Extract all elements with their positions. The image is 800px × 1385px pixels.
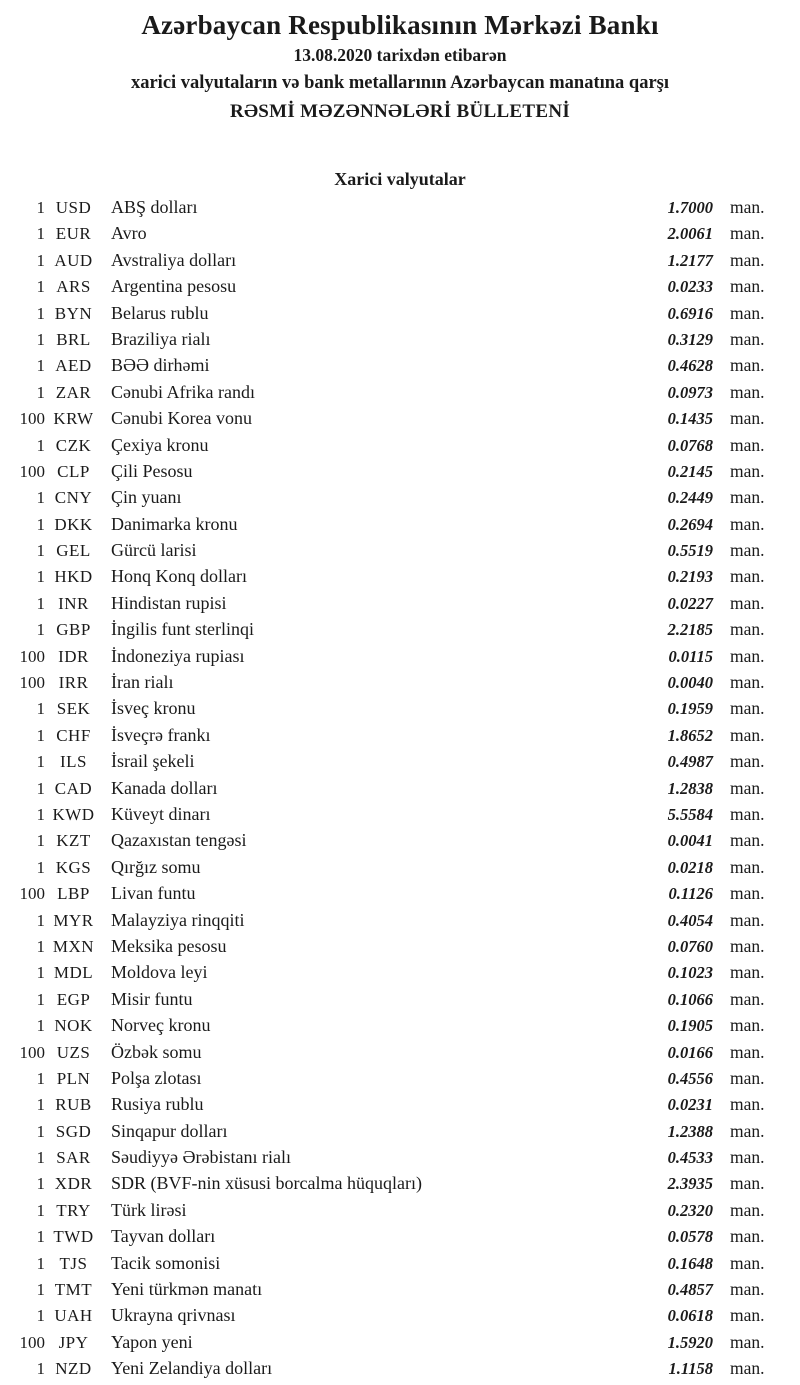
rate-row <box>0 408 800 434</box>
rate-value-cell: 0.1648 <box>667 1253 713 1273</box>
rate-row <box>0 540 800 566</box>
currency-name-cell: Küveyt dinarı <box>111 803 211 824</box>
rate-row <box>0 487 800 513</box>
rate-row <box>0 910 800 936</box>
quantity-cell: 1 <box>36 804 45 824</box>
rate-row <box>0 382 800 408</box>
unit-label-cell: man. <box>730 645 765 666</box>
currency-code-cell: JPY <box>58 1332 89 1352</box>
rate-value-cell: 0.2320 <box>667 1200 713 1220</box>
unit-label-cell: man. <box>730 909 765 930</box>
rate-row <box>0 725 800 751</box>
rate-value-cell: 1.1158 <box>668 1359 713 1379</box>
unit-label-cell: man. <box>730 698 765 719</box>
quantity-cell: 1 <box>36 1253 45 1273</box>
quantity-cell: 1 <box>36 1148 45 1168</box>
quantity-cell: 1 <box>36 435 45 455</box>
currency-name-cell: Çexiya kronu <box>111 434 209 455</box>
currency-code-cell: IRR <box>58 673 89 693</box>
rate-row <box>0 593 800 619</box>
unit-label-cell: man. <box>730 355 765 376</box>
unit-label-cell: man. <box>730 1147 765 1168</box>
quantity-cell: 1 <box>36 1200 45 1220</box>
rate-row <box>0 197 800 223</box>
quantity-cell: 1 <box>36 620 45 640</box>
quantity-cell: 1 <box>36 857 45 877</box>
unit-label-cell: man. <box>730 672 765 693</box>
rate-row <box>0 751 800 777</box>
rate-row <box>0 566 800 592</box>
currency-name-cell: İran rialı <box>111 672 174 693</box>
rate-row <box>0 1305 800 1331</box>
rate-value-cell: 0.0618 <box>667 1306 713 1326</box>
quantity-cell: 1 <box>36 963 45 983</box>
currency-code-cell: HKD <box>54 567 93 587</box>
quantity-cell: 1 <box>36 382 45 402</box>
unit-label-cell: man. <box>730 197 765 217</box>
unit-label-cell: man. <box>730 381 765 402</box>
quantity-cell: 1 <box>36 1174 45 1194</box>
currency-name-cell: BƏƏ dirhəmi <box>111 355 210 376</box>
currency-code-cell: TJS <box>59 1253 88 1273</box>
rate-value-cell: 0.0233 <box>667 277 713 297</box>
currency-name-cell: İsveç kronu <box>111 698 196 719</box>
rate-value-cell: 0.4628 <box>667 356 713 376</box>
currency-code-cell: KZT <box>56 831 91 851</box>
currency-name-cell: İndoneziya rupiası <box>111 645 245 666</box>
quantity-cell: 1 <box>36 277 45 297</box>
rate-value-cell: 0.1435 <box>667 409 713 429</box>
rate-row <box>0 646 800 672</box>
unit-label-cell: man. <box>730 566 765 587</box>
currency-name-cell: Tacik somonisi <box>111 1252 221 1273</box>
quantity-cell: 1 <box>36 1016 45 1036</box>
rate-value-cell: 0.0115 <box>668 646 713 666</box>
quantity-cell: 1 <box>36 778 45 798</box>
currency-name-cell: Türk lirəsi <box>111 1199 187 1220</box>
currency-name-cell: Danimarka kronu <box>111 513 238 534</box>
currency-name-cell: Yeni türkmən manatı <box>111 1279 263 1300</box>
unit-label-cell: man. <box>730 1331 765 1352</box>
rate-row <box>0 276 800 302</box>
unit-label-cell: man. <box>730 487 765 508</box>
rate-value-cell: 0.0760 <box>667 936 713 956</box>
currency-code-cell: ARS <box>56 277 91 297</box>
currency-name-cell: Misir funtu <box>111 988 193 1009</box>
quantity-cell: 100 <box>19 1332 45 1352</box>
currency-code-cell: KWD <box>52 804 95 824</box>
unit-label-cell: man. <box>730 1358 765 1379</box>
quantity-cell: 100 <box>19 646 45 666</box>
currency-name-cell: Cənubi Korea vonu <box>111 408 252 429</box>
currency-code-cell: UAH <box>54 1306 93 1326</box>
quantity-cell: 100 <box>19 409 45 429</box>
currency-code-cell: UZS <box>56 1042 91 1062</box>
quantity-cell: 1 <box>36 224 45 244</box>
currency-name-cell: Gürcü larisi <box>111 540 197 561</box>
rate-value-cell: 1.7000 <box>667 198 713 217</box>
currency-name-cell: Malayziya rinqqiti <box>111 909 245 930</box>
currency-name-cell: Yeni Zelandiya dolları <box>111 1358 273 1379</box>
unit-label-cell: man. <box>730 1120 765 1141</box>
currency-name-cell: Özbək somu <box>111 1041 202 1062</box>
page-title: Azərbaycan Respublikasının Mərkəzi Bankı <box>141 10 659 40</box>
quantity-cell: 100 <box>19 884 45 904</box>
quantity-cell: 1 <box>36 593 45 613</box>
rates-table <box>0 197 800 1385</box>
rate-value-cell: 0.4054 <box>667 910 713 930</box>
unit-label-cell: man. <box>730 1173 765 1194</box>
currency-name-cell: Avstraliya dolları <box>111 249 237 270</box>
unit-label-cell: man. <box>730 883 765 904</box>
rate-value-cell: 0.4857 <box>667 1280 713 1300</box>
rate-value-cell: 0.2193 <box>667 567 713 587</box>
rate-row <box>0 1358 800 1384</box>
unit-label-cell: man. <box>730 1199 765 1220</box>
rate-value-cell: 0.0041 <box>667 831 713 851</box>
currency-name-cell: Sinqapur dolları <box>111 1120 228 1141</box>
currency-name-cell: Avro <box>111 223 147 244</box>
quantity-cell: 100 <box>19 673 45 693</box>
quantity-cell: 1 <box>36 1068 45 1088</box>
unit-label-cell: man. <box>730 751 765 772</box>
rate-row <box>0 1226 800 1252</box>
currency-code-cell: PLN <box>56 1068 91 1088</box>
rate-value-cell: 0.0231 <box>667 1095 713 1115</box>
rate-row <box>0 830 800 856</box>
unit-label-cell: man. <box>730 328 765 349</box>
quantity-cell: 1 <box>36 488 45 508</box>
rate-value-cell: 0.3129 <box>667 329 713 349</box>
unit-label-cell: man. <box>730 724 765 745</box>
currency-name-cell: Çili Pesosu <box>111 460 193 481</box>
rate-row <box>0 303 800 329</box>
rate-value-cell: 0.1126 <box>668 884 713 904</box>
quantity-cell: 1 <box>36 198 45 217</box>
rate-value-cell: 0.0218 <box>667 857 713 877</box>
rate-value-cell: 0.6916 <box>667 303 713 323</box>
currency-code-cell: MXN <box>52 936 95 956</box>
rate-value-cell: 0.4533 <box>667 1148 713 1168</box>
quantity-cell: 1 <box>36 1121 45 1141</box>
rate-row <box>0 989 800 1015</box>
quantity-cell: 1 <box>36 1227 45 1247</box>
quantity-cell: 1 <box>36 303 45 323</box>
unit-label-cell: man. <box>730 513 765 534</box>
quantity-cell: 1 <box>36 1359 45 1379</box>
quantity-cell: 1 <box>36 356 45 376</box>
unit-label-cell: man. <box>730 408 765 429</box>
currency-code-cell: XDR <box>54 1174 93 1194</box>
rate-row <box>0 250 800 276</box>
currency-name-cell: Qırğız somu <box>111 856 201 877</box>
unit-label-cell: man. <box>730 935 765 956</box>
rate-row <box>0 619 800 645</box>
rate-value-cell: 2.2185 <box>667 620 713 640</box>
rate-value-cell: 0.2449 <box>667 488 713 508</box>
currency-code-cell: USD <box>55 198 92 217</box>
unit-label-cell: man. <box>730 460 765 481</box>
currency-name-cell: Belarus rublu <box>111 302 209 323</box>
rate-row <box>0 1173 800 1199</box>
currency-name-cell: Qazaxıstan tengəsi <box>111 830 247 851</box>
currency-code-cell: SGD <box>55 1121 92 1141</box>
quantity-cell: 1 <box>36 514 45 534</box>
rate-value-cell: 1.2838 <box>667 778 713 798</box>
currency-name-cell: Honq Konq dolları <box>111 566 247 587</box>
rate-row <box>0 804 800 830</box>
rate-row <box>0 1094 800 1120</box>
rate-row <box>0 1042 800 1068</box>
rate-row <box>0 514 800 540</box>
quantity-cell: 1 <box>36 725 45 745</box>
currency-code-cell: IDR <box>58 646 89 666</box>
currency-code-cell: ZAR <box>55 382 92 402</box>
unit-label-cell: man. <box>730 962 765 983</box>
rate-row <box>0 1015 800 1041</box>
currency-name-cell: SDR (BVF-nin xüsusi borcalma hüquqları) <box>111 1173 422 1194</box>
unit-label-cell: man. <box>730 223 765 244</box>
currency-code-cell: EUR <box>55 224 92 244</box>
rate-row <box>0 883 800 909</box>
rate-row <box>0 1068 800 1094</box>
unit-label-cell: man. <box>730 540 765 561</box>
quantity-cell: 1 <box>36 541 45 561</box>
currency-name-cell: Livan funtu <box>111 883 196 904</box>
unit-label-cell: man. <box>730 856 765 877</box>
currency-code-cell: GEL <box>56 541 91 561</box>
currency-code-cell: BRL <box>56 329 91 349</box>
rate-value-cell: 0.1905 <box>667 1016 713 1036</box>
rate-row <box>0 1332 800 1358</box>
quantity-cell: 1 <box>36 936 45 956</box>
rate-value-cell: 1.5920 <box>667 1332 713 1352</box>
unit-label-cell: man. <box>730 1094 765 1115</box>
currency-code-cell: CNY <box>54 488 93 508</box>
currency-code-cell: SAR <box>56 1148 91 1168</box>
currency-name-cell: ABŞ dolları <box>111 197 198 217</box>
unit-label-cell: man. <box>730 1226 765 1247</box>
currency-name-cell: Tayvan dolları <box>111 1226 216 1247</box>
currency-code-cell: GBP <box>56 620 91 640</box>
rate-value-cell: 0.4987 <box>667 752 713 772</box>
unit-label-cell: man. <box>730 1067 765 1088</box>
quantity-cell: 1 <box>36 831 45 851</box>
rate-value-cell: 0.0768 <box>667 435 713 455</box>
currency-code-cell: KGS <box>55 857 92 877</box>
rate-row <box>0 329 800 355</box>
unit-label-cell: man. <box>730 1305 765 1326</box>
currency-code-cell: MYR <box>53 910 94 930</box>
unit-label-cell: man. <box>730 1279 765 1300</box>
quantity-cell: 1 <box>36 250 45 270</box>
unit-label-cell: man. <box>730 276 765 297</box>
rate-row <box>0 1121 800 1147</box>
unit-label-cell: man. <box>730 302 765 323</box>
currency-code-cell: AED <box>55 356 92 376</box>
currency-code-cell: INR <box>58 593 89 613</box>
rate-row <box>0 1253 800 1279</box>
currency-code-cell: NOK <box>54 1016 93 1036</box>
rate-value-cell: 2.0061 <box>667 224 713 244</box>
unit-label-cell: man. <box>730 434 765 455</box>
rate-row <box>0 936 800 962</box>
rate-row <box>0 461 800 487</box>
unit-label-cell: man. <box>730 1252 765 1273</box>
quantity-cell: 1 <box>36 752 45 772</box>
rate-value-cell: 5.5584 <box>667 804 713 824</box>
currency-code-cell: LBP <box>57 884 90 904</box>
unit-label-cell: man. <box>730 619 765 640</box>
rate-value-cell: 0.2694 <box>667 514 713 534</box>
unit-label-cell: man. <box>730 803 765 824</box>
currency-code-cell: AUD <box>54 250 93 270</box>
currency-name-cell: Kanada dolları <box>111 777 218 798</box>
rate-value-cell: 0.4556 <box>667 1068 713 1088</box>
currency-code-cell: NZD <box>55 1359 92 1379</box>
rate-value-cell: 1.8652 <box>667 725 713 745</box>
rate-row <box>0 223 800 249</box>
currency-name-cell: Çin yuanı <box>111 487 182 508</box>
currency-name-cell: Ukrayna qrivnası <box>111 1305 236 1326</box>
unit-label-cell: man. <box>730 1015 765 1036</box>
quantity-cell: 1 <box>36 567 45 587</box>
quantity-cell: 100 <box>19 1042 45 1062</box>
currency-code-cell: KRW <box>53 409 94 429</box>
rate-value-cell: 0.5519 <box>667 541 713 561</box>
rate-row <box>0 672 800 698</box>
currency-code-cell: MDL <box>53 963 94 983</box>
rate-row <box>0 1200 800 1226</box>
rate-value-cell: 0.1023 <box>667 963 713 983</box>
quantity-cell: 100 <box>19 461 45 481</box>
section-title-foreign-currencies: Xarici valyutalar <box>334 169 466 189</box>
currency-code-cell: BYN <box>54 303 93 323</box>
rate-value-cell: 0.0166 <box>667 1042 713 1062</box>
rate-row <box>0 857 800 883</box>
currency-code-cell: DKK <box>54 514 93 534</box>
rate-row <box>0 698 800 724</box>
currency-name-cell: Səudiyyə Ərəbistanı rialı <box>111 1147 291 1168</box>
currency-name-cell: Cənubi Afrika randı <box>111 381 255 402</box>
rate-value-cell: 0.1066 <box>667 989 713 1009</box>
rate-row <box>0 435 800 461</box>
subtitle-line: xarici valyutaların və bank metallarının Azərbaycan manatına qarşı <box>130 73 670 93</box>
quantity-cell: 1 <box>36 1280 45 1300</box>
quantity-cell: 1 <box>36 329 45 349</box>
unit-label-cell: man. <box>730 1041 765 1062</box>
currency-name-cell: Braziliya rialı <box>111 328 211 349</box>
unit-label-cell: man. <box>730 592 765 613</box>
rate-value-cell: 0.0227 <box>667 593 713 613</box>
currency-code-cell: CZK <box>55 435 92 455</box>
unit-label-cell: man. <box>730 830 765 851</box>
currency-name-cell: Yapon yeni <box>111 1331 193 1352</box>
currency-name-cell: Rusiya rublu <box>111 1094 204 1115</box>
currency-code-cell: TRY <box>56 1200 91 1220</box>
rate-row <box>0 778 800 804</box>
rate-value-cell: 0.0973 <box>667 382 713 402</box>
currency-name-cell: Polşa zlotası <box>111 1067 202 1088</box>
currency-name-cell: Meksika pesosu <box>111 935 227 956</box>
quantity-cell: 1 <box>36 910 45 930</box>
currency-name-cell: İsrail şekeli <box>111 751 195 772</box>
currency-name-cell: İsveçrə frankı <box>111 724 211 745</box>
currency-name-cell: İngilis funt sterlinqi <box>111 619 254 640</box>
rate-row <box>0 962 800 988</box>
rate-row <box>0 1279 800 1305</box>
currency-code-cell: RUB <box>55 1095 92 1115</box>
bulletin-title: RƏSMİ MƏZƏNNƏLƏRİ BÜLLETENİ <box>229 101 571 122</box>
effective-date-line: 13.08.2020 tarixdən etibarən <box>293 45 507 65</box>
unit-label-cell: man. <box>730 777 765 798</box>
currency-code-cell: SEK <box>56 699 91 719</box>
unit-label-cell: man. <box>730 988 765 1009</box>
rate-value-cell: 0.2145 <box>667 461 713 481</box>
rate-value-cell: 1.2177 <box>667 250 713 270</box>
rate-value-cell: 0.0040 <box>667 673 713 693</box>
currency-code-cell: EGP <box>56 989 91 1009</box>
quantity-cell: 1 <box>36 699 45 719</box>
rate-value-cell: 0.0578 <box>667 1227 713 1247</box>
rate-value-cell: 2.3935 <box>667 1174 713 1194</box>
rate-value-cell: 0.1959 <box>667 699 713 719</box>
rate-row <box>0 1147 800 1173</box>
unit-label-cell: man. <box>730 249 765 270</box>
currency-name-cell: Moldova leyi <box>111 962 208 983</box>
currency-code-cell: CLP <box>57 461 90 481</box>
currency-name-cell: Argentina pesosu <box>111 276 237 297</box>
quantity-cell: 1 <box>36 1095 45 1115</box>
rate-row <box>0 355 800 381</box>
currency-name-cell: Hindistan rupisi <box>111 592 227 613</box>
currency-code-cell: ILS <box>60 752 87 772</box>
currency-code-cell: TWD <box>53 1227 94 1247</box>
currency-code-cell: TMT <box>54 1280 93 1300</box>
currency-name-cell: Norveç kronu <box>111 1015 211 1036</box>
currency-code-cell: CAD <box>54 778 93 798</box>
quantity-cell: 1 <box>36 1306 45 1326</box>
currency-code-cell: CHF <box>56 725 91 745</box>
rate-value-cell: 1.2388 <box>667 1121 713 1141</box>
quantity-cell: 1 <box>36 989 45 1009</box>
